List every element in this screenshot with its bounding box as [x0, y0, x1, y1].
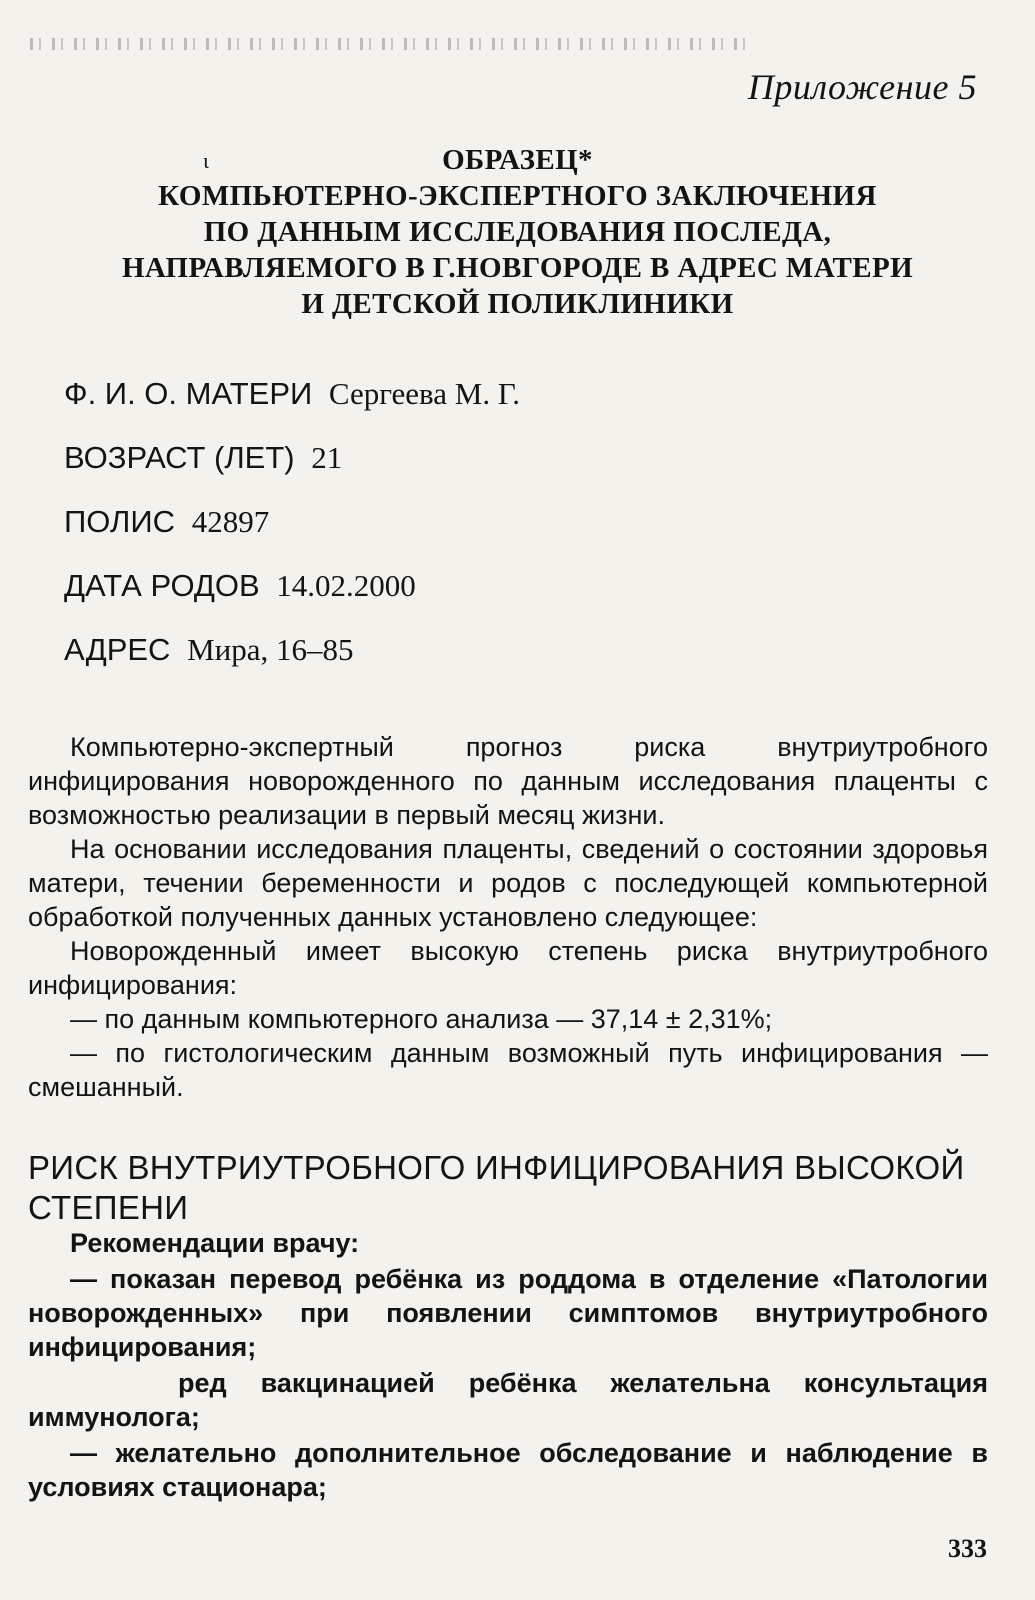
paragraph: На основании исследования плаценты, сведений о состоянии здоровья матери, течении беременности и родов с последующей компьютерной обработкой полученных данных установлено следующее: [28, 834, 988, 932]
address-value: Мира, 16–85 [187, 632, 354, 667]
policy-value: 42897 [191, 504, 270, 539]
title-line: ОБРАЗЕЦ* [442, 144, 593, 176]
mother-name-value: Сергеева М. Г. [328, 376, 521, 411]
paragraph: — по гистологическим данным возможный путь инфицирования — смешанный. [28, 1038, 988, 1102]
title-line: ПО ДАННЫМ ИССЛЕДОВАНИЯ ПОСЛЕДА, [203, 216, 832, 248]
birth-date-field [64, 568, 416, 604]
recommendation-item: ред вакцинацией ребёнка желательна консультация иммунолога; [28, 1368, 988, 1432]
conclusion-body [28, 730, 988, 1104]
title-line: И ДЕТСКОЙ ПОЛИКЛИНИКИ [301, 288, 734, 320]
document-title [40, 142, 995, 322]
scan-artifact [30, 38, 750, 50]
paragraph: Компьютерно-экспертный прогноз риска внутриутробного инфицирования новорожденного по данным исследования плаценты с возможностью реализации в первый месяц жизни. [28, 732, 988, 830]
birth-date-value: 14.02.2000 [276, 568, 416, 603]
scan-mark: ι [203, 148, 209, 173]
age-field [64, 440, 342, 476]
paragraph: — по данным компьютерного анализа — 37,14 ± 2,31%; [70, 1004, 773, 1034]
title-line: КОМПЬЮТЕРНО-ЭКСПЕРТНОГО ЗАКЛЮЧЕНИЯ [158, 180, 877, 212]
risk-heading: РИСК ВНУТРИУТРОБНОГО ИНФИЦИРОВАНИЯ ВЫСОКОЙ СТЕПЕНИ [28, 1149, 965, 1226]
recommendations-section [28, 1226, 988, 1506]
mother-name-label: Ф. И. О. МАТЕРИ [64, 376, 313, 411]
recommendations-label: Рекомендации врачу: [70, 1228, 360, 1258]
age-label: ВОЗРАСТ (ЛЕТ) [64, 440, 295, 475]
paragraph: Новорожденный имеет высокую степень риска внутриутробного инфицирования: [28, 936, 988, 1000]
policy-label: ПОЛИС [64, 504, 176, 539]
address-label: АДРЕС [64, 632, 171, 667]
mother-name-field [64, 376, 520, 412]
age-value: 21 [311, 440, 343, 475]
title-line: НАПРАВЛЯЕМОГО В Г.НОВГОРОДЕ В АДРЕС МАТЕРИ [121, 252, 914, 284]
appendix-label: Приложение 5 [747, 67, 977, 107]
address-field [64, 632, 354, 668]
page-number: 333 [948, 1534, 987, 1563]
birth-date-label: ДАТА РОДОВ [64, 568, 260, 603]
policy-field [64, 504, 269, 540]
recommendation-item: — желательно дополнительное обследование и наблюдение в условиях стационара; [28, 1438, 988, 1502]
recommendation-item: — показан перевод ребёнка из роддома в отделение «Патологии новорожденных» при появлении симптомов внутриутробного инфицирования; [28, 1264, 988, 1362]
